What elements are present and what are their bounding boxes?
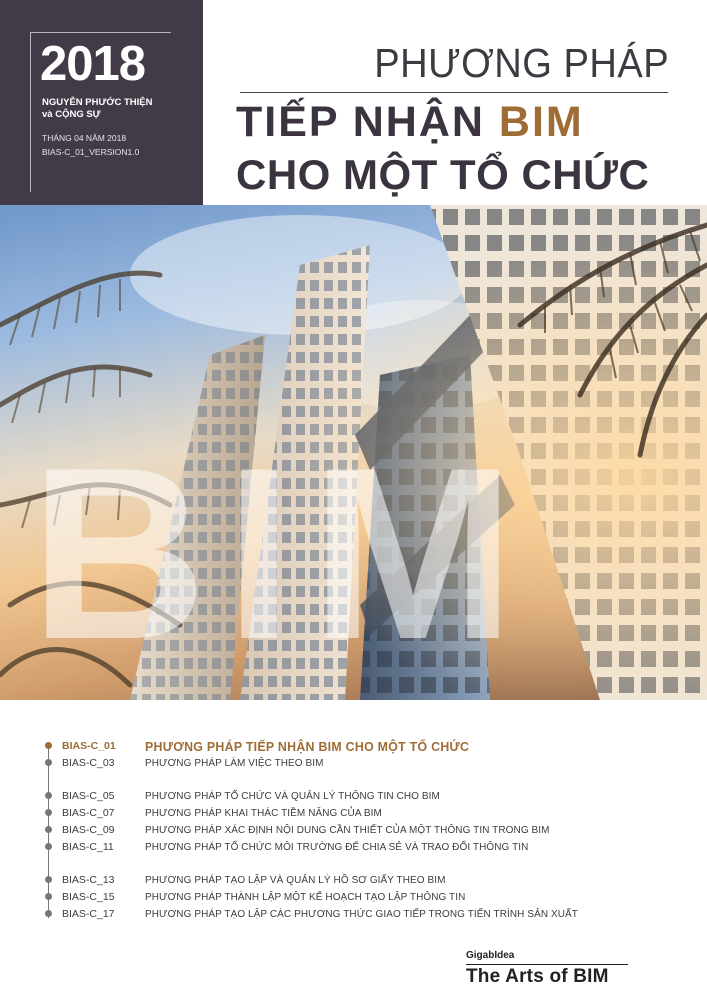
timeline-dot [45, 759, 52, 766]
authors-line-1: NGUYỄN PHƯỚC THIỆN [42, 97, 153, 108]
title-accent-bim: BIM [498, 98, 584, 146]
authors [42, 97, 192, 121]
timeline-dot [45, 792, 52, 799]
series-code: BIAS-C_05 [62, 790, 115, 802]
title-divider [240, 92, 668, 93]
series-title: PHƯƠNG PHÁP TỔ CHỨC VÀ QUẢN LÝ THÔNG TIN CHO BIM [145, 790, 440, 802]
series-title: PHƯƠNG PHÁP TẠO LẬP VÀ QUẢN LÝ HỒ SƠ GIẤY THEO BIM [145, 874, 446, 886]
timeline-dot [45, 809, 52, 816]
timeline-dot [45, 826, 52, 833]
series-code: BIAS-C_07 [62, 807, 115, 819]
series-code: BIAS-C_17 [62, 908, 115, 920]
series-code: BIAS-C_03 [62, 757, 115, 769]
series-title: PHƯƠNG PHÁP TỔ CHỨC MÔI TRƯỜNG ĐỂ CHIA SẺ VÀ TRAO ĐỔI THÔNG TIN [145, 841, 529, 853]
series-code: BIAS-C_15 [62, 891, 115, 903]
series-title: PHƯƠNG PHÁP KHAI THÁC TIỀM NĂNG CỦA BIM [145, 807, 382, 819]
series-title: PHƯƠNG PHÁP LÀM VIỆC THEO BIM [145, 757, 324, 769]
timeline-dot [45, 893, 52, 900]
series-code: BIAS-C_13 [62, 874, 115, 886]
title-line-1: PHƯƠNG PHÁP [374, 40, 669, 86]
title-line-3: CHO MỘT TỔ CHỨC [236, 151, 650, 198]
series-code: BIAS-C_11 [62, 841, 114, 853]
series-title: PHƯƠNG PHÁP TIẾP NHẬN BIM CHO MỘT TỔ CHỨC [145, 738, 470, 754]
title-line-2-prefix: TIẾP NHẬN [236, 98, 499, 146]
publish-date: THÁNG 04 NĂM 2018 [42, 133, 127, 143]
series-title: PHƯƠNG PHÁP TẠO LẬP CÁC PHƯƠNG THỨC GIAO TIẾP TRONG TIẾN TRÌNH SẢN XUẤT [145, 908, 578, 920]
series-list [42, 738, 682, 928]
timeline-dot [45, 876, 52, 883]
hero-photo [0, 205, 707, 700]
series-title: PHƯƠNG PHÁP THÀNH LẬP MỘT KẾ HOẠCH TẠO LẬP THÔNG TIN [145, 891, 466, 903]
series-code: BIAS-C_01 [62, 740, 116, 752]
series-title: PHƯƠNG PHÁP XÁC ĐỊNH NỘI DUNG CẦN THIẾT CỦA MỘT THÔNG TIN TRONG BIM [145, 824, 550, 836]
title-line-2 [236, 97, 584, 147]
document-meta [42, 131, 192, 159]
timeline-dot [45, 910, 52, 917]
timeline-dot [45, 742, 52, 749]
timeline-dot [45, 843, 52, 850]
authors-line-2: và CỘNG SỰ [42, 109, 101, 120]
publisher-tagline: The Arts of BIM [466, 966, 609, 987]
year: 2018 [40, 37, 146, 91]
document-id: BIAS-C_01_VERSION1.0 [42, 147, 140, 157]
series-code: BIAS-C_09 [62, 824, 115, 836]
hero-bim-letters: BIM [30, 416, 534, 690]
publisher-brand: GigabIdea [466, 950, 515, 961]
header-block [0, 0, 203, 205]
publisher-logo [466, 950, 636, 989]
